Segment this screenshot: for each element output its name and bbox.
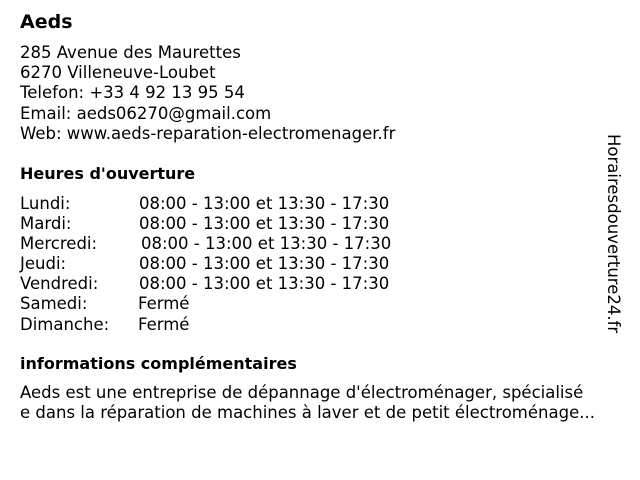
day-label: Dimanche: bbox=[20, 314, 110, 334]
time-value: 08:00 - 13:00 et 13:30 - 17:30 bbox=[139, 214, 390, 234]
email-address: Email: aeds06270@gmail.com bbox=[20, 103, 272, 123]
day-label: Lundi: bbox=[20, 194, 71, 213]
street-address: 285 Avenue des Maurettes bbox=[20, 43, 241, 62]
day-label: Mercredi: bbox=[20, 234, 98, 254]
hours-row-wednesday bbox=[20, 234, 450, 254]
time-value: Fermé bbox=[138, 314, 190, 334]
day-label: Samedi: bbox=[20, 294, 88, 314]
hours-row-tuesday bbox=[20, 214, 450, 234]
day-label: Jeudi: bbox=[20, 254, 67, 274]
time-value: 08:00 - 13:00 et 13:30 - 17:30 bbox=[139, 194, 390, 213]
time-value: Fermé bbox=[138, 294, 190, 314]
hours-row-monday bbox=[20, 194, 450, 214]
time-value: 08:00 - 13:00 et 13:30 - 17:30 bbox=[139, 274, 390, 294]
day-label: Vendredi: bbox=[20, 274, 99, 294]
website: Web: www.aeds-reparation-electromenager.fr bbox=[20, 123, 396, 143]
site-watermark: Horairesdouverture24.fr bbox=[604, 134, 623, 334]
business-description bbox=[20, 383, 625, 423]
contact-block bbox=[20, 43, 395, 144]
city-address: 6270 Villeneuve-Loubet bbox=[20, 63, 216, 83]
hours-row-sunday bbox=[20, 315, 450, 335]
time-value: 08:00 - 13:00 et 13:30 - 17:30 bbox=[139, 254, 390, 274]
info-heading: informations complémentaires bbox=[20, 354, 297, 373]
description-line: Aeds est une entreprise de dépannage d'électroménager, spécialisé bbox=[20, 383, 584, 402]
hours-row-friday bbox=[20, 274, 450, 294]
hours-table bbox=[20, 194, 450, 335]
phone-number: Telefon: +33 4 92 13 95 54 bbox=[20, 83, 245, 103]
day-label: Mardi: bbox=[20, 214, 72, 234]
hours-row-saturday bbox=[20, 294, 450, 314]
time-value: 08:00 - 13:00 et 13:30 - 17:30 bbox=[141, 234, 392, 254]
business-name: Aeds bbox=[20, 11, 73, 33]
hours-row-thursday bbox=[20, 254, 450, 274]
hours-heading: Heures d'ouverture bbox=[20, 164, 196, 183]
description-line: e dans la réparation de machines à laver et de petit électroménage... bbox=[20, 403, 595, 422]
